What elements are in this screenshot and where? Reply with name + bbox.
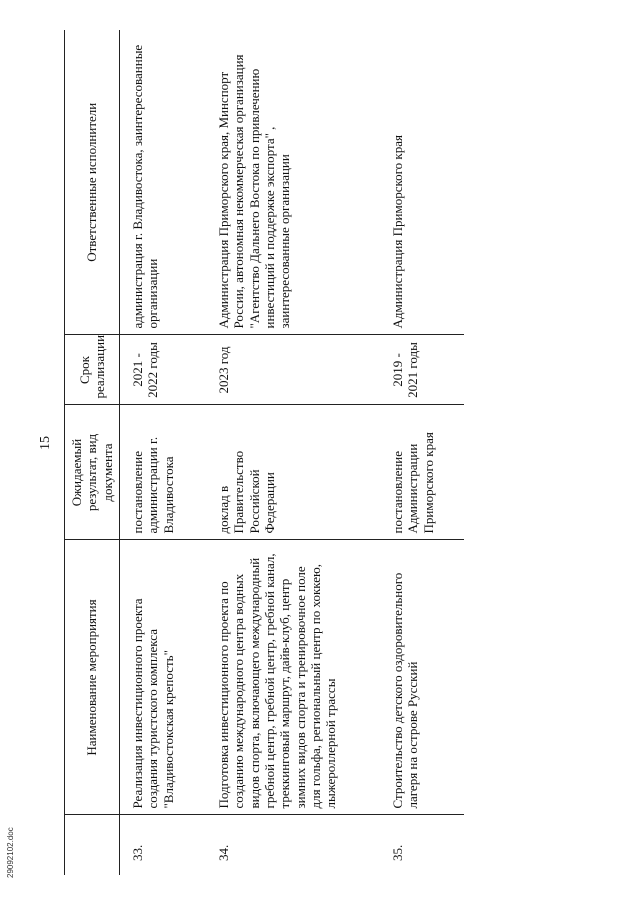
expected-result: постановление Администрации Приморского края [380,405,464,540]
executors: Администрация Приморского края, Минспорт России, автономная некоммерческая организация "Агентство Дальнего Востока по привлечению инвестиций и поддержке экспорта" , заинтересованные организации [206,30,380,335]
header-executors: Ответственные исполнители [65,30,120,335]
table-row [120,30,207,875]
page-number: 15 [38,436,53,450]
row-number: 35. [390,844,405,861]
row-number: 34. [216,844,231,861]
executors: администрация г. Владивостока, заинтересованные организации [120,30,207,335]
document-code: 29092102.doc [6,827,15,878]
term: 2023 год [206,335,380,405]
term: 2019 - 2021 годы [380,335,464,405]
row-number: 33. [130,844,145,861]
table-header-row [65,30,120,875]
header-measure-name: Наименование мероприятия [65,540,120,815]
table-row [380,30,464,875]
measure-name: Подготовка инвестиционного проекта по созданию международного центра водных видов спорта, включающего международный гребной центр, гребной центр, гребной канал, треккинговый маршрут, дайв-клуб, центр зимних видов спорта и тренировочное поле для гольфа, региональный центр по хоккею, лыжероллерной трассы [206,540,380,815]
measure-name: Реализация инвестиционного проекта создания туристского комплекса "Владивостокская крепость" [120,540,207,815]
header-number [65,815,120,875]
term: 2021 - 2022 годы [120,335,207,405]
measure-name: Строительство детского оздоровительного лагеря на острове Русский [380,540,464,815]
measures-table [64,30,464,875]
expected-result: постановление администрации г. Владивостока [120,405,207,540]
header-term: Срок реализации [65,335,120,405]
table-row [206,30,380,875]
expected-result: доклад в Правительство Российской Федерации [206,405,380,540]
measures-table-wrapper [64,30,570,875]
header-expected-result: Ожидаемый результат, вид документа [65,405,120,540]
executors: Администрация Приморского края [380,30,464,335]
